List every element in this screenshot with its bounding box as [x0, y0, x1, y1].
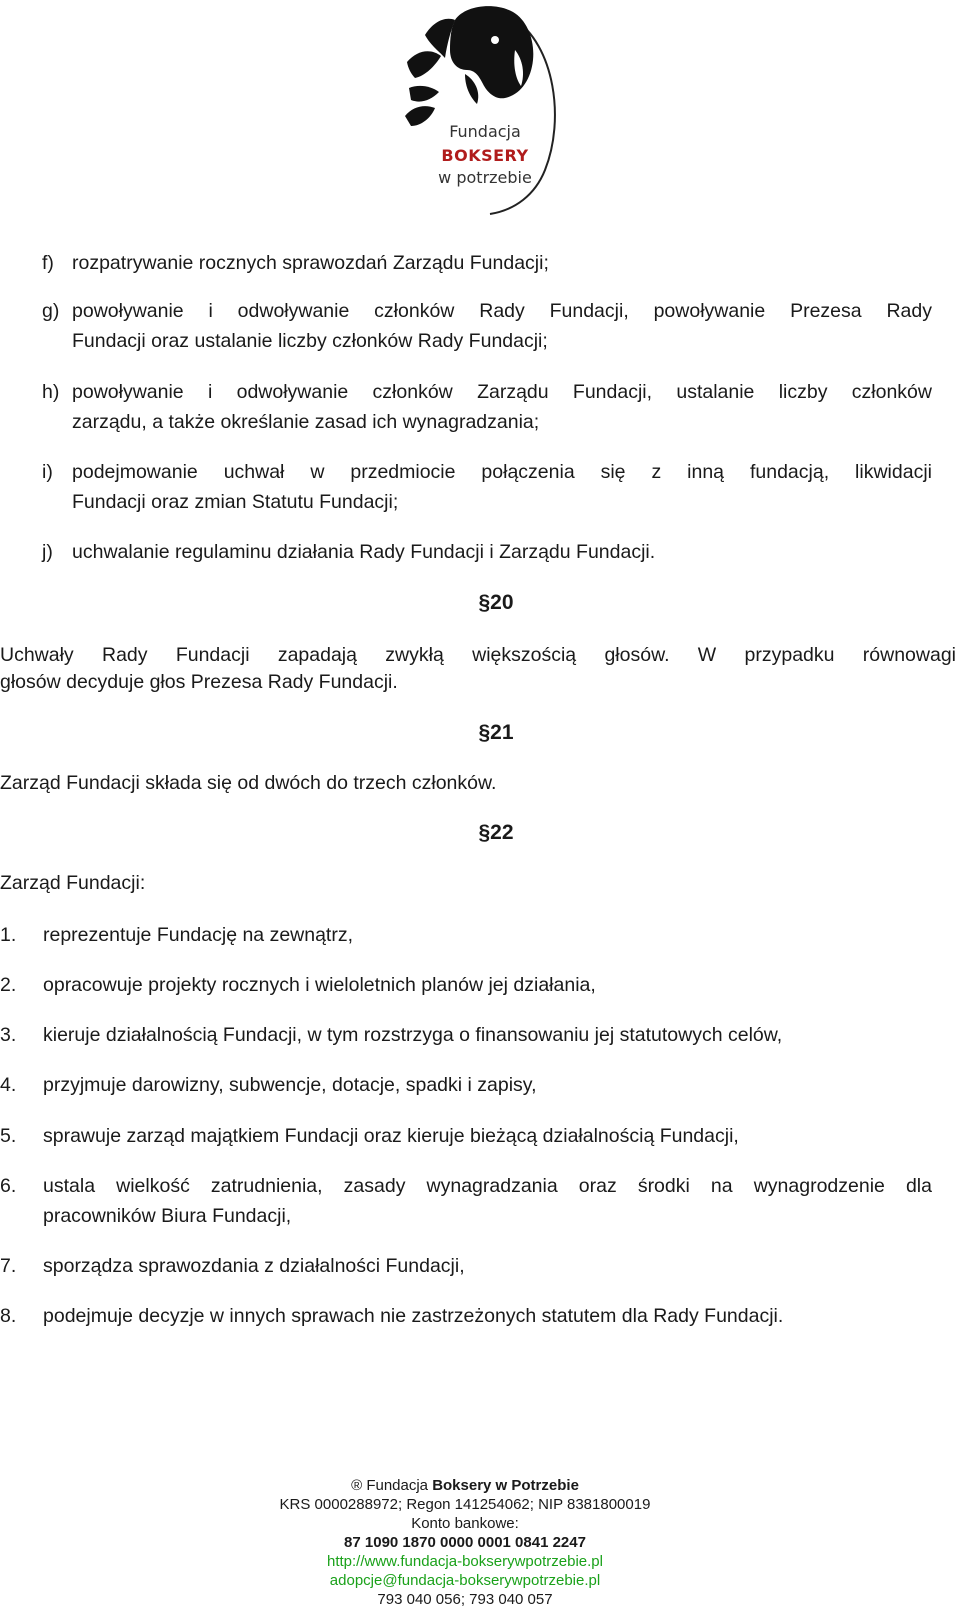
- list-label: h): [42, 381, 60, 403]
- list-label: 7.: [0, 1255, 17, 1277]
- footer-phone-numbers: 793 040 056; 793 040 057: [377, 1591, 553, 1608]
- logo-text-fundacja: Fundacja: [449, 122, 521, 141]
- logo-text-w-potrzebie: w potrzebie: [438, 168, 532, 187]
- footer-bank-account: 87 1090 1870 0000 0001 0841 2247: [344, 1534, 586, 1551]
- list-label: 4.: [0, 1074, 17, 1096]
- list-item-text: rozpatrywanie rocznych sprawozdań Zarządu Fundacji;: [72, 252, 549, 274]
- list-item-text: sporządza sprawozdania z działalności Fundacji,: [43, 1255, 465, 1277]
- section-heading-21: §21: [478, 721, 514, 744]
- list-label: 6.: [0, 1175, 17, 1197]
- section-heading-22: §22: [478, 821, 514, 844]
- list-label: f): [42, 252, 54, 274]
- list-item-text: reprezentuje Fundację na zewnątrz,: [43, 924, 354, 946]
- list-item-text: sprawuje zarząd majątkiem Fundacji oraz kieruje bieżącą działalnością Fundacji,: [43, 1125, 739, 1147]
- footer-email-link[interactable]: adopcje@fundacja-bokserywpotrzebie.pl: [329, 1572, 601, 1589]
- footer-foundation-name-bold: Boksery w Potrzebie: [432, 1477, 579, 1494]
- list-label: 5.: [0, 1125, 17, 1147]
- section-22-intro: [0, 870, 956, 897]
- list-label: i): [42, 461, 53, 483]
- list-item-text: uchwalanie regulaminu działania Rady Fundacji i Zarządu Fundacji.: [72, 541, 656, 563]
- paragraph-line: głosów decyduje głos Prezesa Rady Fundacji.: [0, 671, 398, 693]
- footer-website-link[interactable]: http://www.fundacja-bokserywpotrzebie.pl: [327, 1553, 603, 1570]
- list-item-text: ustala wielkość zatrudnienia, zasady wynagradzania oraz środki na wynagrodzenie dla: [43, 1175, 932, 1197]
- section-heading-20: §20: [478, 591, 514, 614]
- footer-bank-label: Konto bankowe:: [411, 1515, 519, 1532]
- footer-foundation-name: ® Fundacja Boksery w Potrzebie: [351, 1477, 579, 1494]
- section-21-text: [0, 770, 956, 797]
- foundation-logo: [395, 0, 570, 222]
- list-item-text: zarządu, a także określanie zasad ich wynagradzania;: [72, 411, 540, 433]
- list-item-text: opracowuje projekty rocznych i wieloletnich planów jej działania,: [43, 974, 596, 996]
- page-footer: [0, 1476, 930, 1609]
- list-item-text: Fundacji oraz zmian Statutu Fundacji;: [72, 491, 399, 513]
- list-label: 3.: [0, 1024, 17, 1046]
- list-item-text: pracowników Biura Fundacji,: [43, 1205, 292, 1227]
- list-item-text: kieruje działalnością Fundacji, w tym rozstrzyga o finansowaniu jej statutowych celów,: [43, 1024, 783, 1046]
- list-label: 2.: [0, 974, 17, 996]
- paragraph-line: Uchwały Rady Fundacji zapadają zwykłą większością głosów. W przypadku równowagi: [0, 644, 956, 666]
- paragraph-line: Zarząd Fundacji składa się od dwóch do trzech członków.: [0, 772, 497, 794]
- list-label: 8.: [0, 1305, 17, 1327]
- logo-text-boksery: BOKSERY: [441, 146, 529, 165]
- list-label: 1.: [0, 924, 17, 946]
- list-item-text: powoływanie i odwoływanie członków Zarządu Fundacji, ustalanie liczby członków: [72, 381, 932, 403]
- list-item-text: podejmuje decyzje w innych sprawach nie zastrzeżonych statutem dla Rady Fundacji.: [43, 1305, 784, 1327]
- section-20-text: [0, 642, 956, 696]
- boxer-dog-logo-icon: [395, 0, 570, 222]
- list-item-text: podejmowanie uchwał w przedmiocie połączenia się z inną fundacją, likwidacji: [72, 461, 932, 483]
- footer-registry-numbers: KRS 0000288972; Regon 141254062; NIP 8381800019: [279, 1496, 651, 1513]
- list-item-text: Fundacji oraz ustalanie liczby członków Rady Fundacji;: [72, 330, 548, 352]
- paragraph-line: Zarząd Fundacji:: [0, 872, 146, 894]
- list-label: j): [42, 541, 53, 563]
- list-label: g): [42, 300, 60, 322]
- list-item-text: powoływanie i odwoływanie członków Rady Fundacji, powoływanie Prezesa Rady: [72, 300, 932, 322]
- list-item-text: przyjmuje darowizny, subwencje, dotacje, spadki i zapisy,: [43, 1074, 537, 1096]
